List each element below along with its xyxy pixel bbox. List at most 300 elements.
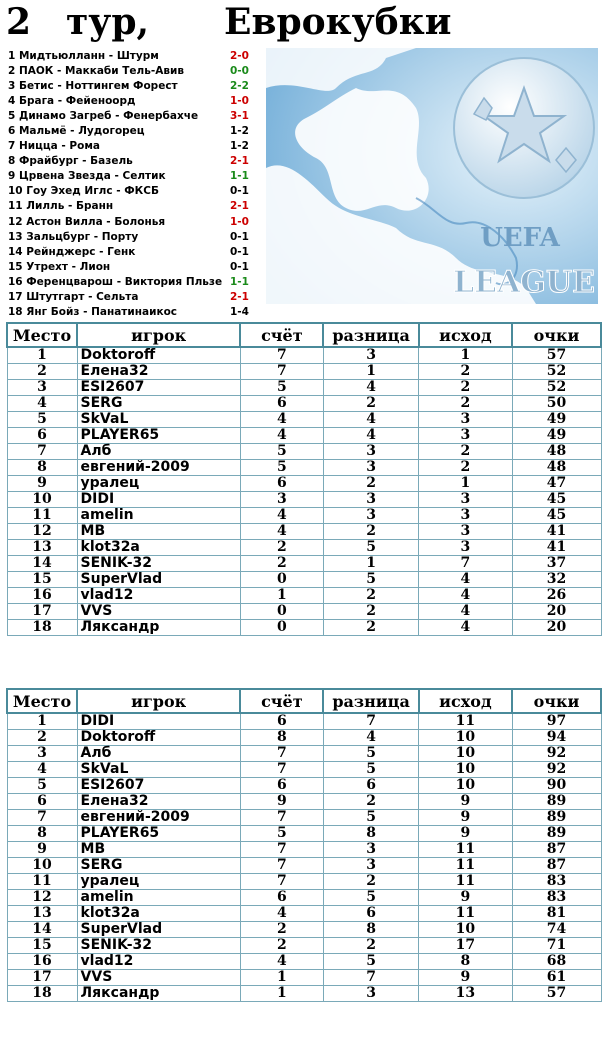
column-header: исход xyxy=(419,323,512,347)
table-cell: 5 xyxy=(323,572,418,588)
table-row xyxy=(7,492,601,508)
table-cell: SuperVlad xyxy=(77,922,240,938)
table-cell: 2 xyxy=(240,556,323,572)
match-row xyxy=(8,123,264,138)
table-cell: 45 xyxy=(512,508,601,524)
table-cell: 10 xyxy=(7,858,77,874)
table-cell: 18 xyxy=(7,986,77,1002)
match-score: 3-1 xyxy=(230,109,249,122)
table-cell: 3 xyxy=(323,986,418,1002)
table-cell: 1 xyxy=(323,556,418,572)
table-cell: PLAYER65 xyxy=(77,428,240,444)
table-cell: 8 xyxy=(7,460,77,476)
table-cell: 3 xyxy=(323,492,418,508)
table-cell: Doktoroff xyxy=(77,347,240,364)
table-cell: 48 xyxy=(512,444,601,460)
match-name: 6 Мальмё - Лудогорец xyxy=(8,125,145,138)
table-cell: 11 xyxy=(419,842,512,858)
table-cell: 8 xyxy=(323,826,418,842)
table-cell: 6 xyxy=(240,476,323,492)
table-row xyxy=(7,922,601,938)
table-cell: VVS xyxy=(77,970,240,986)
table-cell: 6 xyxy=(240,890,323,906)
table-cell: 92 xyxy=(512,746,601,762)
table-row xyxy=(7,826,601,842)
table-cell: 10 xyxy=(419,746,512,762)
table-cell: 41 xyxy=(512,524,601,540)
table-cell: 97 xyxy=(512,713,601,730)
table-cell: 4 xyxy=(323,380,418,396)
table-cell: DIDI xyxy=(77,713,240,730)
table-cell: 6 xyxy=(7,794,77,810)
table-cell: 2 xyxy=(323,524,418,540)
table-cell: 9 xyxy=(419,890,512,906)
match-score: 0-1 xyxy=(230,230,249,243)
table-cell: 68 xyxy=(512,954,601,970)
table-row xyxy=(7,380,601,396)
table-cell: 3 xyxy=(419,412,512,428)
table-cell: 87 xyxy=(512,858,601,874)
table-cell: 2 xyxy=(323,794,418,810)
table-cell: 5 xyxy=(240,444,323,460)
table-cell: Алб xyxy=(77,444,240,460)
table-cell: 41 xyxy=(512,540,601,556)
table-cell: 11 xyxy=(419,858,512,874)
table-cell: 3 xyxy=(419,428,512,444)
match-score: 0-1 xyxy=(230,245,249,258)
page-title xyxy=(6,0,596,44)
europe-map-image xyxy=(266,48,598,304)
table-cell: 3 xyxy=(419,540,512,556)
table-cell: 10 xyxy=(419,922,512,938)
table-cell: SENIK-32 xyxy=(77,938,240,954)
europa-league-banner xyxy=(266,48,598,304)
table-cell: 47 xyxy=(512,476,601,492)
table-cell: 48 xyxy=(512,460,601,476)
table-cell: 2 xyxy=(323,874,418,890)
table-cell: 14 xyxy=(7,556,77,572)
table-row xyxy=(7,874,601,890)
table-cell: 37 xyxy=(512,556,601,572)
table-cell: 3 xyxy=(323,508,418,524)
table-cell: 90 xyxy=(512,778,601,794)
match-score: 1-1 xyxy=(230,275,249,288)
table-row xyxy=(7,444,601,460)
match-list xyxy=(8,48,264,320)
table-cell: Ляксандр xyxy=(77,620,240,636)
table-cell: 5 xyxy=(323,746,418,762)
table-cell: 6 xyxy=(323,906,418,922)
table-cell: 7 xyxy=(7,810,77,826)
table-cell: SuperVlad xyxy=(77,572,240,588)
table-cell: 9 xyxy=(419,794,512,810)
table-cell: 49 xyxy=(512,428,601,444)
table-row xyxy=(7,906,601,922)
table-row xyxy=(7,810,601,826)
table-cell: 89 xyxy=(512,810,601,826)
table-cell: 4 xyxy=(240,524,323,540)
table-cell: 0 xyxy=(240,604,323,620)
table-cell: 2 xyxy=(419,460,512,476)
match-name: 13 Зальцбург - Порту xyxy=(8,230,139,243)
table-cell: VVS xyxy=(77,604,240,620)
table-cell: 18 xyxy=(7,620,77,636)
column-header: разница xyxy=(323,689,418,713)
table-cell: 0 xyxy=(240,572,323,588)
table-cell: 7 xyxy=(240,746,323,762)
column-header: разница xyxy=(323,323,418,347)
table-cell: MB xyxy=(77,842,240,858)
match-row xyxy=(8,48,264,63)
table-cell: Алб xyxy=(77,746,240,762)
match-score: 0-1 xyxy=(230,260,249,273)
table-cell: 7 xyxy=(323,970,418,986)
table-cell: 2 xyxy=(419,380,512,396)
table-cell: 4 xyxy=(240,906,323,922)
table-cell: klot32a xyxy=(77,540,240,556)
table-cell: 89 xyxy=(512,794,601,810)
table-row xyxy=(7,954,601,970)
match-name: 18 Янг Бойз - Панатинаикос xyxy=(8,306,178,319)
match-name: 5 Динамо Загреб - Фенербахче xyxy=(8,109,199,122)
league-logo-text: LEAGUE xyxy=(453,265,595,300)
table-cell: 6 xyxy=(7,428,77,444)
table-cell: 4 xyxy=(7,396,77,412)
table-cell: 7 xyxy=(240,874,323,890)
column-header: Место xyxy=(7,323,77,347)
table-row xyxy=(7,842,601,858)
table-cell: ESI2607 xyxy=(77,380,240,396)
table-cell: 50 xyxy=(512,396,601,412)
table-cell: 32 xyxy=(512,572,601,588)
table-cell: 3 xyxy=(323,347,418,364)
match-score: 2-1 xyxy=(230,200,249,213)
table-cell: 10 xyxy=(419,730,512,746)
table-cell: 4 xyxy=(419,620,512,636)
table-cell: 7 xyxy=(323,713,418,730)
match-name: 10 Гоу Эхед Иглс - ФКСБ xyxy=(8,185,159,198)
table-cell: 89 xyxy=(512,826,601,842)
table-cell: PLAYER65 xyxy=(77,826,240,842)
table-cell: 2 xyxy=(419,364,512,380)
table-cell: 1 xyxy=(240,970,323,986)
table-cell: 2 xyxy=(7,364,77,380)
match-row xyxy=(8,78,264,93)
match-row xyxy=(8,305,264,320)
table-row xyxy=(7,476,601,492)
match-row xyxy=(8,63,264,78)
table-row xyxy=(7,508,601,524)
match-name: 9 Црвена Звезда - Селтик xyxy=(8,170,166,183)
table-row xyxy=(7,778,601,794)
match-row xyxy=(8,184,264,199)
table-cell: 12 xyxy=(7,524,77,540)
match-score: 1-2 xyxy=(230,140,249,153)
match-score: 1-0 xyxy=(230,94,249,107)
table-row xyxy=(7,588,601,604)
table-cell: 11 xyxy=(7,874,77,890)
table-cell: Ляксандр xyxy=(77,986,240,1002)
match-score: 1-2 xyxy=(230,125,249,138)
table-cell: 3 xyxy=(419,524,512,540)
table-row xyxy=(7,858,601,874)
match-name: 1 Мидтьюлланн - Штурм xyxy=(8,49,159,62)
table-cell: 7 xyxy=(240,762,323,778)
table-row xyxy=(7,762,601,778)
round-standings-table xyxy=(6,322,602,636)
match-name: 16 Ференцварош - Виктория Пльзе xyxy=(8,275,223,288)
table-cell: 13 xyxy=(419,986,512,1002)
table-cell: 17 xyxy=(7,970,77,986)
match-name: 11 Лилль - Бранн xyxy=(8,200,114,213)
table-cell: 20 xyxy=(512,604,601,620)
table-cell: 3 xyxy=(323,460,418,476)
table-cell: уралец xyxy=(77,476,240,492)
match-name: 7 Ницца - Рома xyxy=(8,140,101,153)
table-cell: 5 xyxy=(240,826,323,842)
column-header: счёт xyxy=(240,689,323,713)
table-cell: 2 xyxy=(323,588,418,604)
table-cell: 11 xyxy=(419,713,512,730)
table-cell: amelin xyxy=(77,508,240,524)
table-cell: 20 xyxy=(512,620,601,636)
table-cell: 2 xyxy=(323,620,418,636)
column-header: игрок xyxy=(77,323,240,347)
match-row xyxy=(8,290,264,305)
table-cell: 49 xyxy=(512,412,601,428)
table-cell: amelin xyxy=(77,890,240,906)
table-row xyxy=(7,794,601,810)
table-cell: vlad12 xyxy=(77,588,240,604)
table-cell: 15 xyxy=(7,572,77,588)
table-cell: 4 xyxy=(419,572,512,588)
table-row xyxy=(7,730,601,746)
table-cell: 9 xyxy=(419,810,512,826)
table-cell: 71 xyxy=(512,938,601,954)
table-cell: 4 xyxy=(7,762,77,778)
match-score: 2-1 xyxy=(230,155,249,168)
table-cell: 2 xyxy=(7,730,77,746)
table-cell: 57 xyxy=(512,347,601,364)
table-cell: 61 xyxy=(512,970,601,986)
table-cell: 5 xyxy=(240,380,323,396)
match-name: 3 Бетис - Ноттингем Форест xyxy=(8,79,178,92)
table-cell: 7 xyxy=(240,347,323,364)
table-cell: 6 xyxy=(240,396,323,412)
table-cell: 5 xyxy=(323,762,418,778)
table-cell: 4 xyxy=(240,412,323,428)
match-score: 1-4 xyxy=(230,306,249,319)
table-cell: SERG xyxy=(77,396,240,412)
table-cell: 3 xyxy=(240,492,323,508)
column-header: очки xyxy=(512,323,601,347)
table-cell: 94 xyxy=(512,730,601,746)
table-cell: 5 xyxy=(240,460,323,476)
table-cell: 5 xyxy=(323,954,418,970)
table-cell: 83 xyxy=(512,874,601,890)
match-score: 2-2 xyxy=(230,79,249,92)
table-cell: 57 xyxy=(512,986,601,1002)
match-score: 2-0 xyxy=(230,49,249,62)
table-cell: 1 xyxy=(419,476,512,492)
table-cell: 8 xyxy=(323,922,418,938)
table-row xyxy=(7,986,601,1002)
match-score: 0-0 xyxy=(230,64,249,77)
uefa-logo-text: UEFA xyxy=(480,223,560,253)
table-cell: 1 xyxy=(419,347,512,364)
table-cell: 3 xyxy=(323,842,418,858)
table-cell: 9 xyxy=(7,842,77,858)
table-row xyxy=(7,540,601,556)
table-cell: klot32a xyxy=(77,906,240,922)
table-cell: 7 xyxy=(240,810,323,826)
table-cell: евгений-2009 xyxy=(77,460,240,476)
table-cell: 1 xyxy=(7,713,77,730)
match-name: 17 Штутгарт - Сельта xyxy=(8,291,139,304)
table-cell: 4 xyxy=(240,954,323,970)
table-cell: 2 xyxy=(323,396,418,412)
table-cell: 5 xyxy=(323,540,418,556)
table-cell: 9 xyxy=(419,970,512,986)
table-cell: 7 xyxy=(240,364,323,380)
match-score: 2-1 xyxy=(230,291,249,304)
table-cell: 1 xyxy=(240,588,323,604)
table-cell: 11 xyxy=(419,874,512,890)
table-cell: SkVaL xyxy=(77,412,240,428)
table-row xyxy=(7,364,601,380)
table-cell: 45 xyxy=(512,492,601,508)
table-row xyxy=(7,938,601,954)
table-cell: SkVaL xyxy=(77,762,240,778)
table-row xyxy=(7,604,601,620)
table-cell: 4 xyxy=(240,428,323,444)
table-cell: 6 xyxy=(323,778,418,794)
table-cell: 13 xyxy=(7,906,77,922)
table-cell: vlad12 xyxy=(77,954,240,970)
table-cell: 2 xyxy=(419,444,512,460)
table-cell: 8 xyxy=(419,954,512,970)
total-table-header xyxy=(7,689,601,713)
table-row xyxy=(7,396,601,412)
table-cell: 14 xyxy=(7,922,77,938)
table-cell: 81 xyxy=(512,906,601,922)
table-cell: 3 xyxy=(419,492,512,508)
match-name: 14 Рейнджерс - Генк xyxy=(8,245,136,258)
match-row xyxy=(8,154,264,169)
table-cell: Doktoroff xyxy=(77,730,240,746)
table-cell: уралец xyxy=(77,874,240,890)
table-cell: 7 xyxy=(240,858,323,874)
table-cell: DIDI xyxy=(77,492,240,508)
table-cell: 10 xyxy=(419,778,512,794)
column-header: счёт xyxy=(240,323,323,347)
match-score: 1-0 xyxy=(230,215,249,228)
table-cell: 11 xyxy=(7,508,77,524)
column-header: исход xyxy=(419,689,512,713)
table-cell: евгений-2009 xyxy=(77,810,240,826)
table-row xyxy=(7,746,601,762)
match-row xyxy=(8,108,264,123)
match-row xyxy=(8,274,264,289)
table-cell: 16 xyxy=(7,954,77,970)
table-cell: 3 xyxy=(323,444,418,460)
round-number: 2 xyxy=(6,1,32,43)
table-row xyxy=(7,412,601,428)
table-cell: 74 xyxy=(512,922,601,938)
table-cell: MB xyxy=(77,524,240,540)
table-cell: 4 xyxy=(240,508,323,524)
column-header: очки xyxy=(512,689,601,713)
match-row xyxy=(8,139,264,154)
table-row xyxy=(7,620,601,636)
match-name: 8 Фрайбург - Базель xyxy=(8,155,133,168)
table-cell: 16 xyxy=(7,588,77,604)
table-cell: 10 xyxy=(7,492,77,508)
table-cell: 8 xyxy=(240,730,323,746)
column-header: Место xyxy=(7,689,77,713)
table-cell: 2 xyxy=(419,396,512,412)
match-row xyxy=(8,244,264,259)
table-cell: 15 xyxy=(7,938,77,954)
match-name: 2 ПАОК - Маккаби Тель-Авив xyxy=(8,64,185,77)
match-score: 0-1 xyxy=(230,185,249,198)
table-cell: SERG xyxy=(77,858,240,874)
match-row xyxy=(8,229,264,244)
table-row xyxy=(7,428,601,444)
match-row xyxy=(8,214,264,229)
table-cell: 8 xyxy=(7,826,77,842)
match-name: 12 Астон Вилла - Болонья xyxy=(8,215,166,228)
table-cell: 0 xyxy=(240,620,323,636)
table-cell: 2 xyxy=(240,922,323,938)
table-cell: 3 xyxy=(7,746,77,762)
table-cell: SENIK-32 xyxy=(77,556,240,572)
table-cell: 12 xyxy=(7,890,77,906)
table-cell: 9 xyxy=(240,794,323,810)
table-cell: ESI2607 xyxy=(77,778,240,794)
column-header: игрок xyxy=(77,689,240,713)
table-cell: 7 xyxy=(7,444,77,460)
table-cell: 5 xyxy=(7,412,77,428)
table-cell: 17 xyxy=(7,604,77,620)
table-cell: 9 xyxy=(419,826,512,842)
match-row xyxy=(8,199,264,214)
table-cell: 13 xyxy=(7,540,77,556)
match-row xyxy=(8,259,264,274)
table-cell: 52 xyxy=(512,364,601,380)
round-word: тур, xyxy=(66,1,150,43)
table-cell: 9 xyxy=(7,476,77,492)
match-row xyxy=(8,93,264,108)
table-cell: 83 xyxy=(512,890,601,906)
table-cell: 3 xyxy=(419,508,512,524)
table-cell: 26 xyxy=(512,588,601,604)
table-cell: 7 xyxy=(240,842,323,858)
table-cell: 3 xyxy=(323,858,418,874)
round-table-header xyxy=(7,323,601,347)
table-cell: Елена32 xyxy=(77,794,240,810)
table-cell: 4 xyxy=(419,604,512,620)
table-row xyxy=(7,460,601,476)
table-cell: 2 xyxy=(323,604,418,620)
table-row xyxy=(7,556,601,572)
table-row xyxy=(7,890,601,906)
total-standings-table xyxy=(6,688,602,1002)
table-row xyxy=(7,572,601,588)
competition-name: Еврокубки xyxy=(224,1,452,43)
table-cell: 1 xyxy=(323,364,418,380)
match-name: 15 Утрехт - Лион xyxy=(8,260,111,273)
